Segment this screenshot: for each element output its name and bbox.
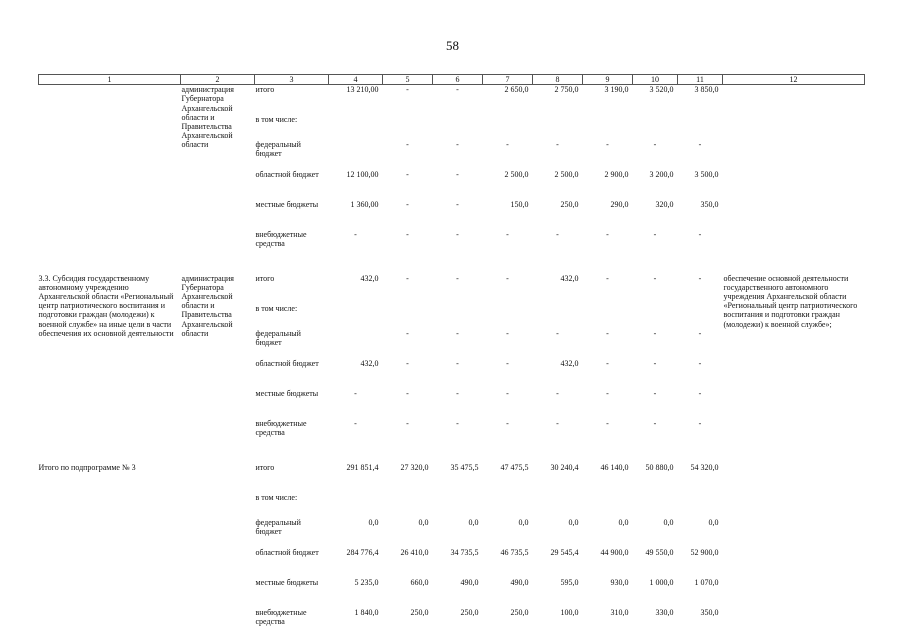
amount-cell: 250,0 xyxy=(410,607,429,617)
amount-cell: 250,0 xyxy=(460,607,479,617)
amount-cell: - xyxy=(456,388,459,398)
amount-cell: 100,0 xyxy=(560,607,579,617)
amount-cell: - xyxy=(456,328,459,338)
amount-cell xyxy=(533,304,583,329)
funding-source-cell: областной бюджет xyxy=(255,358,319,368)
amount-cell: 35 475,5 xyxy=(450,462,479,472)
amount-cell: 29 545,4 xyxy=(550,547,579,557)
amount-cell: 1 360,00 xyxy=(350,199,379,209)
funding-source-cell: в том числе: xyxy=(255,114,298,124)
amount-cell: 0,0 xyxy=(618,517,629,527)
amount-cell: 432,0 xyxy=(560,358,579,368)
amount-cell: - xyxy=(456,358,459,368)
amount-cell xyxy=(329,304,383,329)
amount-cell: - xyxy=(653,388,657,398)
amount-cell: 432,0 xyxy=(560,273,579,283)
amount-cell: - xyxy=(406,169,409,179)
amount-cell: 490,0 xyxy=(460,577,479,587)
amount-cell xyxy=(483,304,533,329)
amount-cell xyxy=(583,493,633,518)
amount-cell: 310,0 xyxy=(610,607,629,617)
amount-cell: - xyxy=(406,85,409,95)
column-header: 2 xyxy=(181,75,255,85)
amount-cell: - xyxy=(354,388,357,398)
amount-cell: - xyxy=(606,418,609,428)
amount-cell: - xyxy=(506,358,509,368)
page-number: 58 xyxy=(446,38,459,53)
amount-cell: 30 240,4 xyxy=(550,462,579,472)
amount-cell: 0,0 xyxy=(418,517,429,527)
amount-cell: 350,0 xyxy=(700,607,719,617)
amount-cell: 13 210,00 xyxy=(346,85,379,95)
amount-cell: 49 550,0 xyxy=(645,547,674,557)
amount-cell: - xyxy=(606,273,609,283)
amount-cell: - xyxy=(456,273,459,283)
amount-cell: 660,0 xyxy=(410,577,429,587)
amount-cell xyxy=(678,493,723,518)
amount-cell: 3 850,0 xyxy=(694,85,719,95)
amount-cell: 1 000,0 xyxy=(649,577,674,587)
amount-cell: - xyxy=(506,229,509,239)
amount-cell: - xyxy=(506,273,509,283)
amount-cell xyxy=(329,115,383,140)
amount-cell: - xyxy=(653,358,657,368)
amount-cell: 34 735,5 xyxy=(450,547,479,557)
amount-cell: 3 520,0 xyxy=(649,85,674,95)
measure-cell: Итого по подпрограмме № 3 xyxy=(38,462,136,472)
amount-cell: - xyxy=(406,358,409,368)
amount-cell xyxy=(483,115,533,140)
amount-cell: 5 235,0 xyxy=(354,577,379,587)
amount-cell: 3 500,0 xyxy=(694,169,719,179)
amount-cell xyxy=(633,304,678,329)
amount-cell: - xyxy=(406,229,409,239)
amount-cell: 432,0 xyxy=(360,358,379,368)
amount-cell: 490,0 xyxy=(510,577,529,587)
column-header: 3 xyxy=(255,75,329,85)
column-header: 5 xyxy=(383,75,433,85)
amount-cell: - xyxy=(556,229,559,239)
amount-cell: 284 776,4 xyxy=(346,547,379,557)
amount-cell: - xyxy=(556,328,559,338)
amount-cell: - xyxy=(653,328,657,338)
executor-cell: администрация Губернатора Архангельской области и Правительства Архангельской области xyxy=(181,85,234,150)
amount-cell: 2 500,0 xyxy=(554,169,579,179)
column-header: 11 xyxy=(678,75,723,85)
amount-cell xyxy=(329,140,383,170)
amount-cell: - xyxy=(354,229,357,239)
amount-cell: 0,0 xyxy=(518,517,529,527)
result-cell: обеспечение основной деятельности государственного автономного учреждения Архангельской области «Региональный центр патриотического воспитания и подготовки граждан (молодежи) к военной службе»; xyxy=(723,273,858,329)
table-body xyxy=(39,85,865,638)
amount-cell xyxy=(533,493,583,518)
amount-cell: - xyxy=(698,139,702,149)
amount-cell: 320,0 xyxy=(655,199,674,209)
amount-cell: 3 190,0 xyxy=(604,85,629,95)
funding-source-cell: в том числе: xyxy=(255,303,298,313)
amount-cell: - xyxy=(406,328,409,338)
amount-cell: 46 140,0 xyxy=(600,462,629,472)
amount-cell: 47 475,5 xyxy=(500,462,529,472)
amount-cell: - xyxy=(653,418,657,428)
amount-cell: 12 100,00 xyxy=(346,169,379,179)
amount-cell: - xyxy=(456,229,459,239)
amount-cell: 930,0 xyxy=(610,577,629,587)
funding-source-cell: внебюджетные средства xyxy=(255,418,307,437)
amount-cell: - xyxy=(506,418,509,428)
amount-cell: - xyxy=(456,418,459,428)
amount-cell: 50 880,0 xyxy=(645,462,674,472)
amount-cell: - xyxy=(606,229,609,239)
funding-source-cell: областной бюджет xyxy=(255,547,319,557)
amount-cell: 54 320,0 xyxy=(690,462,719,472)
funding-source-cell: областной бюджет xyxy=(255,169,319,179)
amount-cell: - xyxy=(556,139,559,149)
column-header: 8 xyxy=(533,75,583,85)
amount-cell xyxy=(633,115,678,140)
amount-cell: - xyxy=(698,273,702,283)
amount-cell xyxy=(583,304,633,329)
amount-cell: - xyxy=(556,388,559,398)
amount-cell: - xyxy=(506,388,509,398)
amount-cell: 1 840,0 xyxy=(354,607,379,617)
amount-cell xyxy=(678,304,723,329)
amount-cell: - xyxy=(606,328,609,338)
executor-cell xyxy=(181,463,255,638)
amount-cell: 0,0 xyxy=(568,517,579,527)
amount-cell: 2 900,0 xyxy=(604,169,629,179)
column-header: 7 xyxy=(483,75,533,85)
amount-cell: 291 851,4 xyxy=(346,462,379,472)
funding-source-cell: местные бюджеты xyxy=(255,577,319,587)
amount-cell: - xyxy=(354,418,357,428)
amount-cell: - xyxy=(653,139,657,149)
amount-cell xyxy=(483,493,533,518)
column-header: 6 xyxy=(433,75,483,85)
table-row xyxy=(39,463,865,493)
amount-cell: - xyxy=(606,388,609,398)
funding-source-cell: внебюджетные средства xyxy=(255,607,307,626)
amount-cell xyxy=(383,115,433,140)
amount-cell: - xyxy=(653,229,657,239)
result-cell xyxy=(723,85,865,260)
amount-cell: 2 500,0 xyxy=(504,169,529,179)
funding-source-cell: итого xyxy=(255,273,275,283)
amount-cell: - xyxy=(456,85,459,95)
amount-cell xyxy=(433,304,483,329)
amount-cell: 0,0 xyxy=(468,517,479,527)
amount-cell: - xyxy=(456,169,459,179)
block-gap xyxy=(39,260,865,274)
funding-source-cell: внебюджетные средства xyxy=(255,229,307,248)
amount-cell: - xyxy=(406,418,409,428)
amount-cell: 432,0 xyxy=(360,273,379,283)
amount-cell: - xyxy=(698,388,702,398)
amount-cell: 44 900,0 xyxy=(600,547,629,557)
amount-cell xyxy=(533,115,583,140)
amount-cell xyxy=(583,115,633,140)
amount-cell: 26 410,0 xyxy=(400,547,429,557)
table-row xyxy=(39,85,865,115)
amount-cell: - xyxy=(506,139,509,149)
amount-cell: 0,0 xyxy=(663,517,674,527)
amount-cell: 350,0 xyxy=(700,199,719,209)
executor-cell: администрация Губернатора Архангельской области и Правительства Архангельской области xyxy=(181,273,234,338)
amount-cell: 330,0 xyxy=(655,607,674,617)
amount-cell: 46 735,5 xyxy=(500,547,529,557)
amount-cell xyxy=(633,493,678,518)
amount-cell xyxy=(329,329,383,359)
funding-source-cell: местные бюджеты xyxy=(255,199,319,209)
amount-cell: - xyxy=(698,328,702,338)
result-cell xyxy=(723,463,865,638)
amount-cell: - xyxy=(406,273,409,283)
column-header: 4 xyxy=(329,75,383,85)
amount-cell: - xyxy=(653,273,657,283)
amount-cell: 3 200,0 xyxy=(649,169,674,179)
amount-cell: 290,0 xyxy=(610,199,629,209)
amount-cell: 595,0 xyxy=(560,577,579,587)
funding-source-cell: итого xyxy=(255,462,275,472)
table-row xyxy=(39,274,865,304)
amount-cell: 150,0 xyxy=(510,199,529,209)
funding-source-cell: федеральный бюджет xyxy=(255,328,301,347)
amount-cell: - xyxy=(698,418,702,428)
measure-cell xyxy=(39,85,181,260)
column-header: 9 xyxy=(583,75,633,85)
block-gap xyxy=(39,449,865,463)
amount-cell: - xyxy=(406,388,409,398)
document-body xyxy=(38,74,864,638)
amount-cell: 27 320,0 xyxy=(400,462,429,472)
column-number-row xyxy=(39,75,865,85)
column-header: 12 xyxy=(723,75,865,85)
amount-cell: 2 750,0 xyxy=(554,85,579,95)
amount-cell: - xyxy=(406,199,409,209)
measure-cell: 3.3. Субсидия государственному автономному учреждению Архангельской области «Региональный центр патриотического воспитания и подготовки граждан (молодежи) к военной службе» на иные цели в части обеспечения их основной деятельности xyxy=(38,273,174,338)
amount-cell xyxy=(433,493,483,518)
amount-cell: 250,0 xyxy=(560,199,579,209)
funding-source-cell: итого xyxy=(255,85,275,95)
funding-table xyxy=(38,74,865,638)
funding-source-cell: местные бюджеты xyxy=(255,388,319,398)
amount-cell xyxy=(383,493,433,518)
funding-source-cell: в том числе: xyxy=(255,492,298,502)
amount-cell xyxy=(329,493,383,518)
amount-cell xyxy=(383,304,433,329)
amount-cell: - xyxy=(606,139,609,149)
amount-cell: - xyxy=(698,229,702,239)
amount-cell: - xyxy=(456,139,459,149)
funding-source-cell: федеральный бюджет xyxy=(255,517,301,536)
amount-cell: - xyxy=(506,328,509,338)
funding-source-cell: федеральный бюджет xyxy=(255,139,301,158)
amount-cell: - xyxy=(556,418,559,428)
amount-cell xyxy=(678,115,723,140)
amount-cell: - xyxy=(606,358,609,368)
amount-cell: - xyxy=(698,358,702,368)
amount-cell: 250,0 xyxy=(510,607,529,617)
amount-cell: 0,0 xyxy=(708,517,719,527)
amount-cell: 2 650,0 xyxy=(504,85,529,95)
column-header: 10 xyxy=(633,75,678,85)
amount-cell: 1 070,0 xyxy=(694,577,719,587)
amount-cell: 52 900,0 xyxy=(690,547,719,557)
column-header: 1 xyxy=(39,75,181,85)
amount-cell: - xyxy=(456,199,459,209)
amount-cell xyxy=(433,115,483,140)
amount-cell: 0,0 xyxy=(368,517,379,527)
amount-cell: - xyxy=(406,139,409,149)
